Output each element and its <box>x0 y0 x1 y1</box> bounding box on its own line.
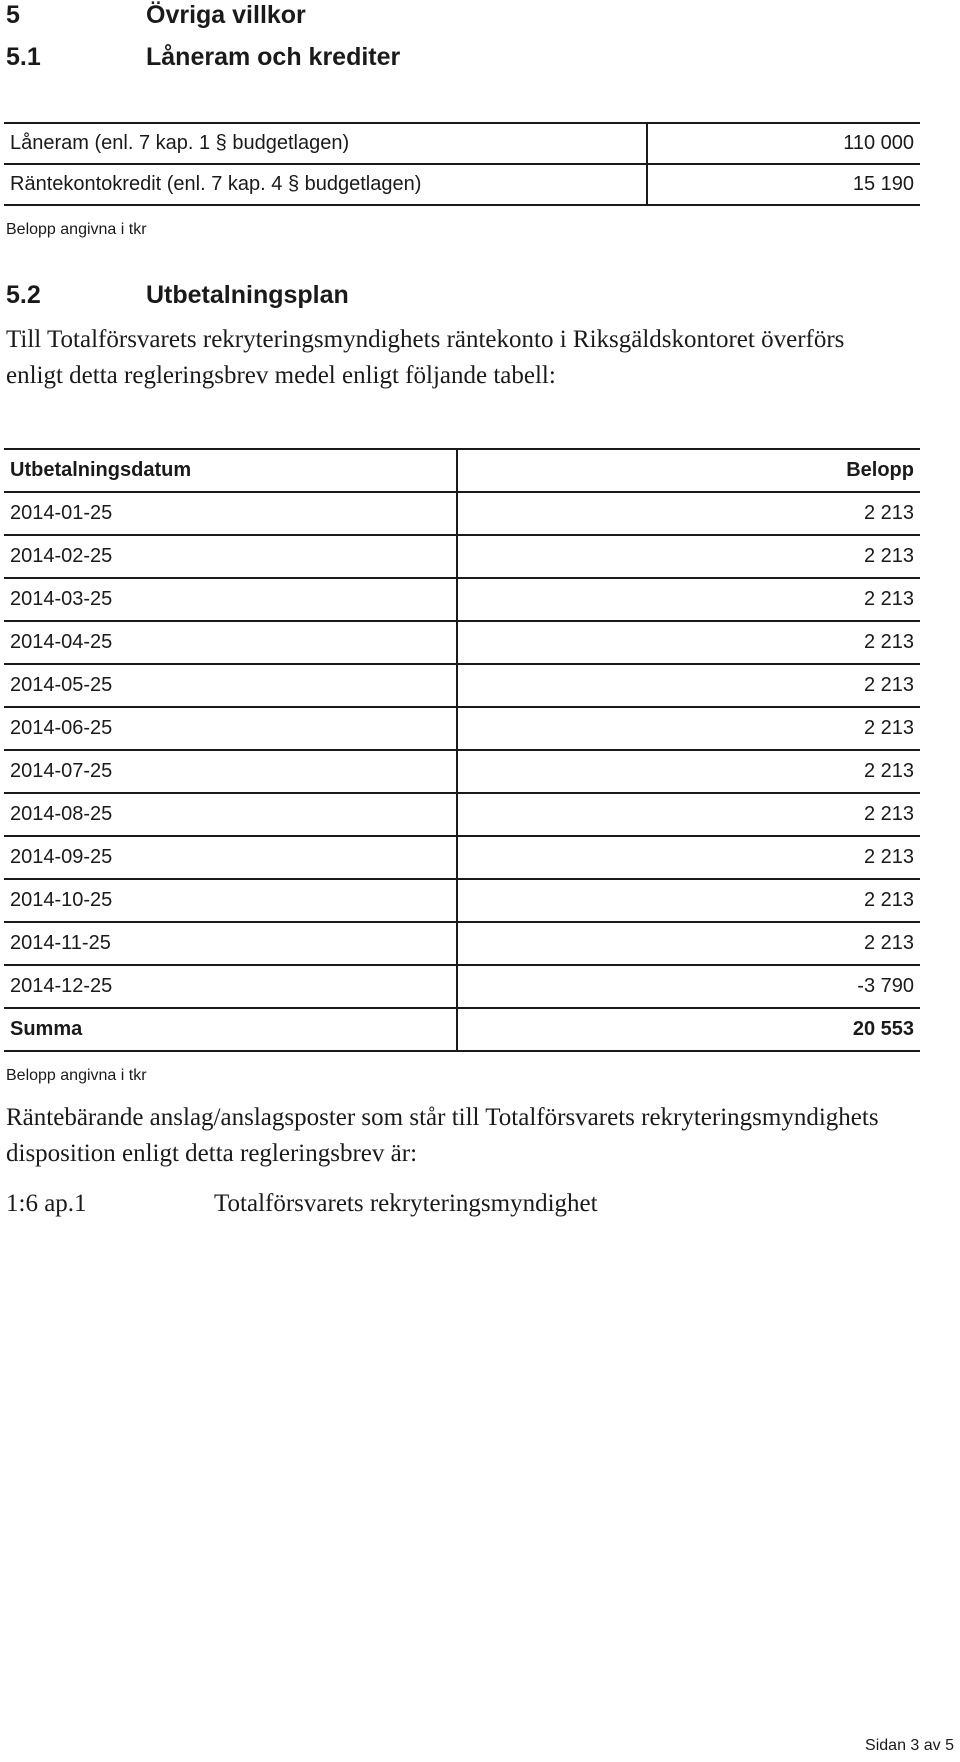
table-row <box>4 836 920 879</box>
credit-table <box>4 122 920 206</box>
credit-label: Låneram (enl. 7 kap. 1 § budgetlagen) <box>4 123 647 164</box>
payment-date: 2014-10-25 <box>4 879 457 922</box>
payment-date: 2014-05-25 <box>4 664 457 707</box>
table-row <box>4 965 920 1008</box>
table-row <box>4 492 920 535</box>
payment-amount: 2 213 <box>457 664 920 707</box>
section-title: Låneram och krediter <box>146 43 401 71</box>
total-label: Summa <box>4 1008 457 1051</box>
payment-date: 2014-04-25 <box>4 621 457 664</box>
payment-amount: 2 213 <box>457 621 920 664</box>
section-5-1-heading <box>6 42 400 72</box>
payment-date: 2014-03-25 <box>4 578 457 621</box>
credit-value: 110 000 <box>647 123 920 164</box>
header-date: Utbetalningsdatum <box>4 449 457 492</box>
section-5-heading <box>6 0 306 30</box>
payment-date: 2014-11-25 <box>4 922 457 965</box>
payment-date: 2014-07-25 <box>4 750 457 793</box>
interest-text: Räntebärande anslag/anslagsposter som står till Totalförsvarets rekryteringsmyndighets disposition enligt detta regleringsbrev är: <box>6 1104 879 1167</box>
payment-table-note: Belopp angivna i tkr <box>6 1067 147 1084</box>
table-total-row <box>4 1008 920 1051</box>
appropriation-name: Totalförsvarets rekryteringsmyndighet <box>214 1190 598 1217</box>
section-title: Övriga villkor <box>146 1 306 29</box>
appropriation-code: 1:6 ap.1 <box>6 1190 87 1217</box>
payment-amount: 2 213 <box>457 879 920 922</box>
payment-amount: 2 213 <box>457 922 920 965</box>
table-row <box>4 578 920 621</box>
payment-amount: 2 213 <box>457 836 920 879</box>
page-number: Sidan 3 av 5 <box>865 1737 954 1754</box>
header-amount: Belopp <box>457 449 920 492</box>
payment-intro: Till Totalförsvarets rekryteringsmyndighets räntekonto i Riksgäldskontoret överförs enligt detta regleringsbrev medel enligt följande tabell: <box>6 326 845 389</box>
table-header-row <box>4 449 920 492</box>
payment-amount: 2 213 <box>457 492 920 535</box>
table-row <box>4 707 920 750</box>
table-row <box>4 922 920 965</box>
payment-amount: 2 213 <box>457 535 920 578</box>
total-amount: 20 553 <box>457 1008 920 1051</box>
table-row <box>4 621 920 664</box>
table-row <box>4 123 920 164</box>
credit-value: 15 190 <box>647 164 920 205</box>
payment-amount: 2 213 <box>457 750 920 793</box>
payment-amount: 2 213 <box>457 578 920 621</box>
payment-date: 2014-02-25 <box>4 535 457 578</box>
credit-table-note: Belopp angivna i tkr <box>6 221 147 238</box>
table-row <box>4 664 920 707</box>
appropriation-item <box>6 1186 598 1222</box>
credit-label: Räntekontokredit (enl. 7 kap. 4 § budgetlagen) <box>4 164 647 205</box>
payment-amount: 2 213 <box>457 793 920 836</box>
payment-date: 2014-01-25 <box>4 492 457 535</box>
section-number: 5.2 <box>6 281 41 309</box>
table-row <box>4 793 920 836</box>
table-row <box>4 879 920 922</box>
section-number: 5 <box>6 1 20 29</box>
table-row <box>4 164 920 205</box>
section-title: Utbetalningsplan <box>146 281 349 309</box>
payment-date: 2014-09-25 <box>4 836 457 879</box>
section-5-2-heading <box>6 280 349 310</box>
table-row <box>4 750 920 793</box>
payment-amount: -3 790 <box>457 965 920 1008</box>
payment-table <box>4 448 920 1052</box>
payment-date: 2014-12-25 <box>4 965 457 1008</box>
section-number: 5.1 <box>6 43 41 71</box>
payment-date: 2014-08-25 <box>4 793 457 836</box>
payment-date: 2014-06-25 <box>4 707 457 750</box>
payment-amount: 2 213 <box>457 707 920 750</box>
table-row <box>4 535 920 578</box>
